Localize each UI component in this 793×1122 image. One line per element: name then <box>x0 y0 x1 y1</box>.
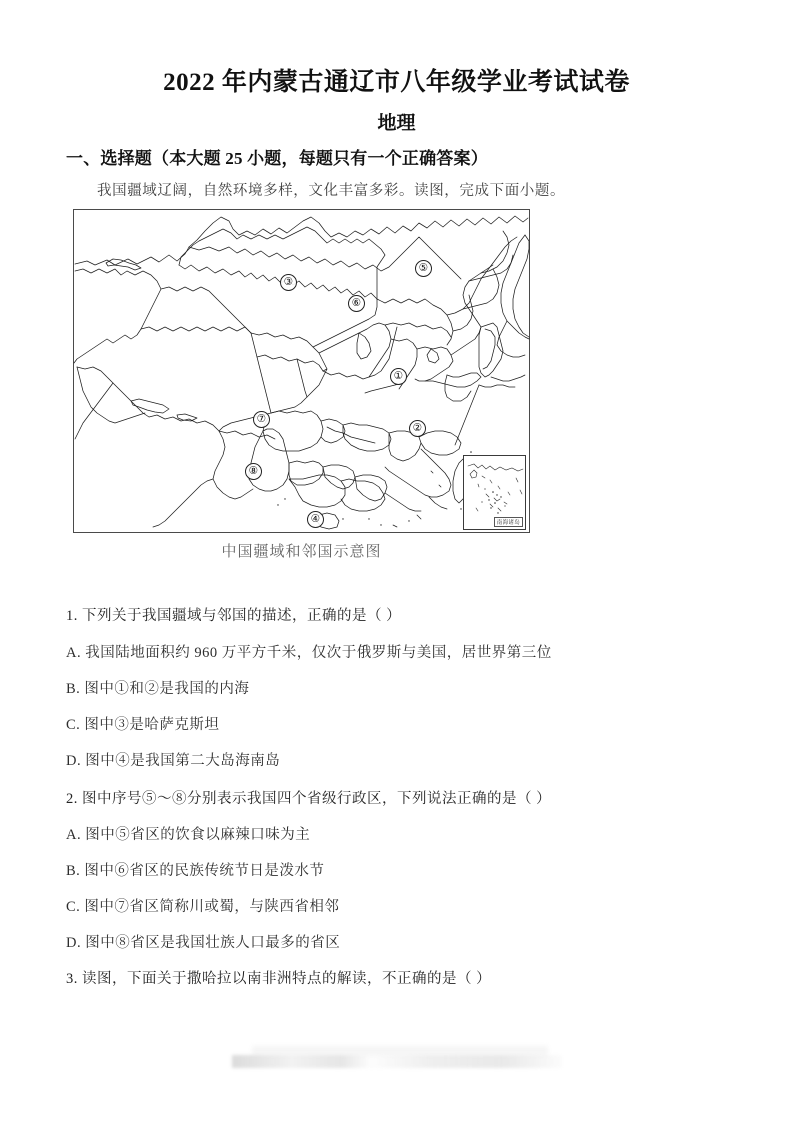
question-1-option-c[interactable]: C. 图中③是哈萨克斯坦 <box>66 717 220 733</box>
question-3-stem: 3. 读图，下面关于撒哈拉以南非洲特点的解读，不正确的是（ ） <box>66 971 492 987</box>
page-title: 2022 年内蒙古通辽市八年级学业考试试卷 <box>163 69 630 96</box>
question-1-option-a[interactable]: A. 我国陆地面积约 960 万平方千米，仅次于俄罗斯与美国，居世界第三位 <box>66 645 552 661</box>
question-1-option-b[interactable]: B. 图中①和②是我国的内海 <box>66 681 250 697</box>
inset-label: 南海诸岛 <box>494 517 523 527</box>
south-china-sea-inset <box>463 455 526 530</box>
question-2-option-a[interactable]: A. 图中⑤省区的饮食以麻辣口味为主 <box>66 827 311 843</box>
map-marker-2: ② <box>409 420 426 437</box>
figure-caption: 中国疆域和邻国示意图 <box>221 544 382 560</box>
map-marker-3: ③ <box>280 274 297 291</box>
question-2-option-c[interactable]: C. 图中⑦省区简称川或蜀，与陕西省相邻 <box>66 899 340 915</box>
page-watermark <box>232 1055 562 1068</box>
china-map-drawing <box>73 209 530 533</box>
question-2-stem: 2. 图中序号⑤～⑧分别表示我国四个省级行政区，下列说法正确的是（ ） <box>66 791 552 807</box>
map-marker-8: ⑧ <box>245 463 262 480</box>
intro-paragraph: 我国疆域辽阔，自然环境多样，文化丰富多彩。读图，完成下面小题。 <box>97 183 566 199</box>
china-territory-map-figure <box>73 209 530 533</box>
map-marker-1: ① <box>390 368 407 385</box>
map-marker-5: ⑤ <box>415 260 432 277</box>
page-watermark-upper <box>252 1046 548 1055</box>
question-1-option-d[interactable]: D. 图中④是我国第二大岛海南岛 <box>66 753 281 769</box>
map-marker-4: ④ <box>307 511 324 528</box>
question-2-option-b[interactable]: B. 图中⑥省区的民族传统节日是泼水节 <box>66 863 325 879</box>
section-heading: 一、选择题（本大题 25 小题，每题只有一个正确答案） <box>66 149 488 168</box>
question-2-option-d[interactable]: D. 图中⑧省区是我国壮族人口最多的省区 <box>66 935 341 951</box>
map-marker-6: ⑥ <box>348 295 365 312</box>
page-subtitle: 地理 <box>377 113 416 134</box>
map-marker-7: ⑦ <box>253 411 270 428</box>
question-1-stem: 1. 下列关于我国疆域与邻国的描述，正确的是（ ） <box>66 608 402 624</box>
